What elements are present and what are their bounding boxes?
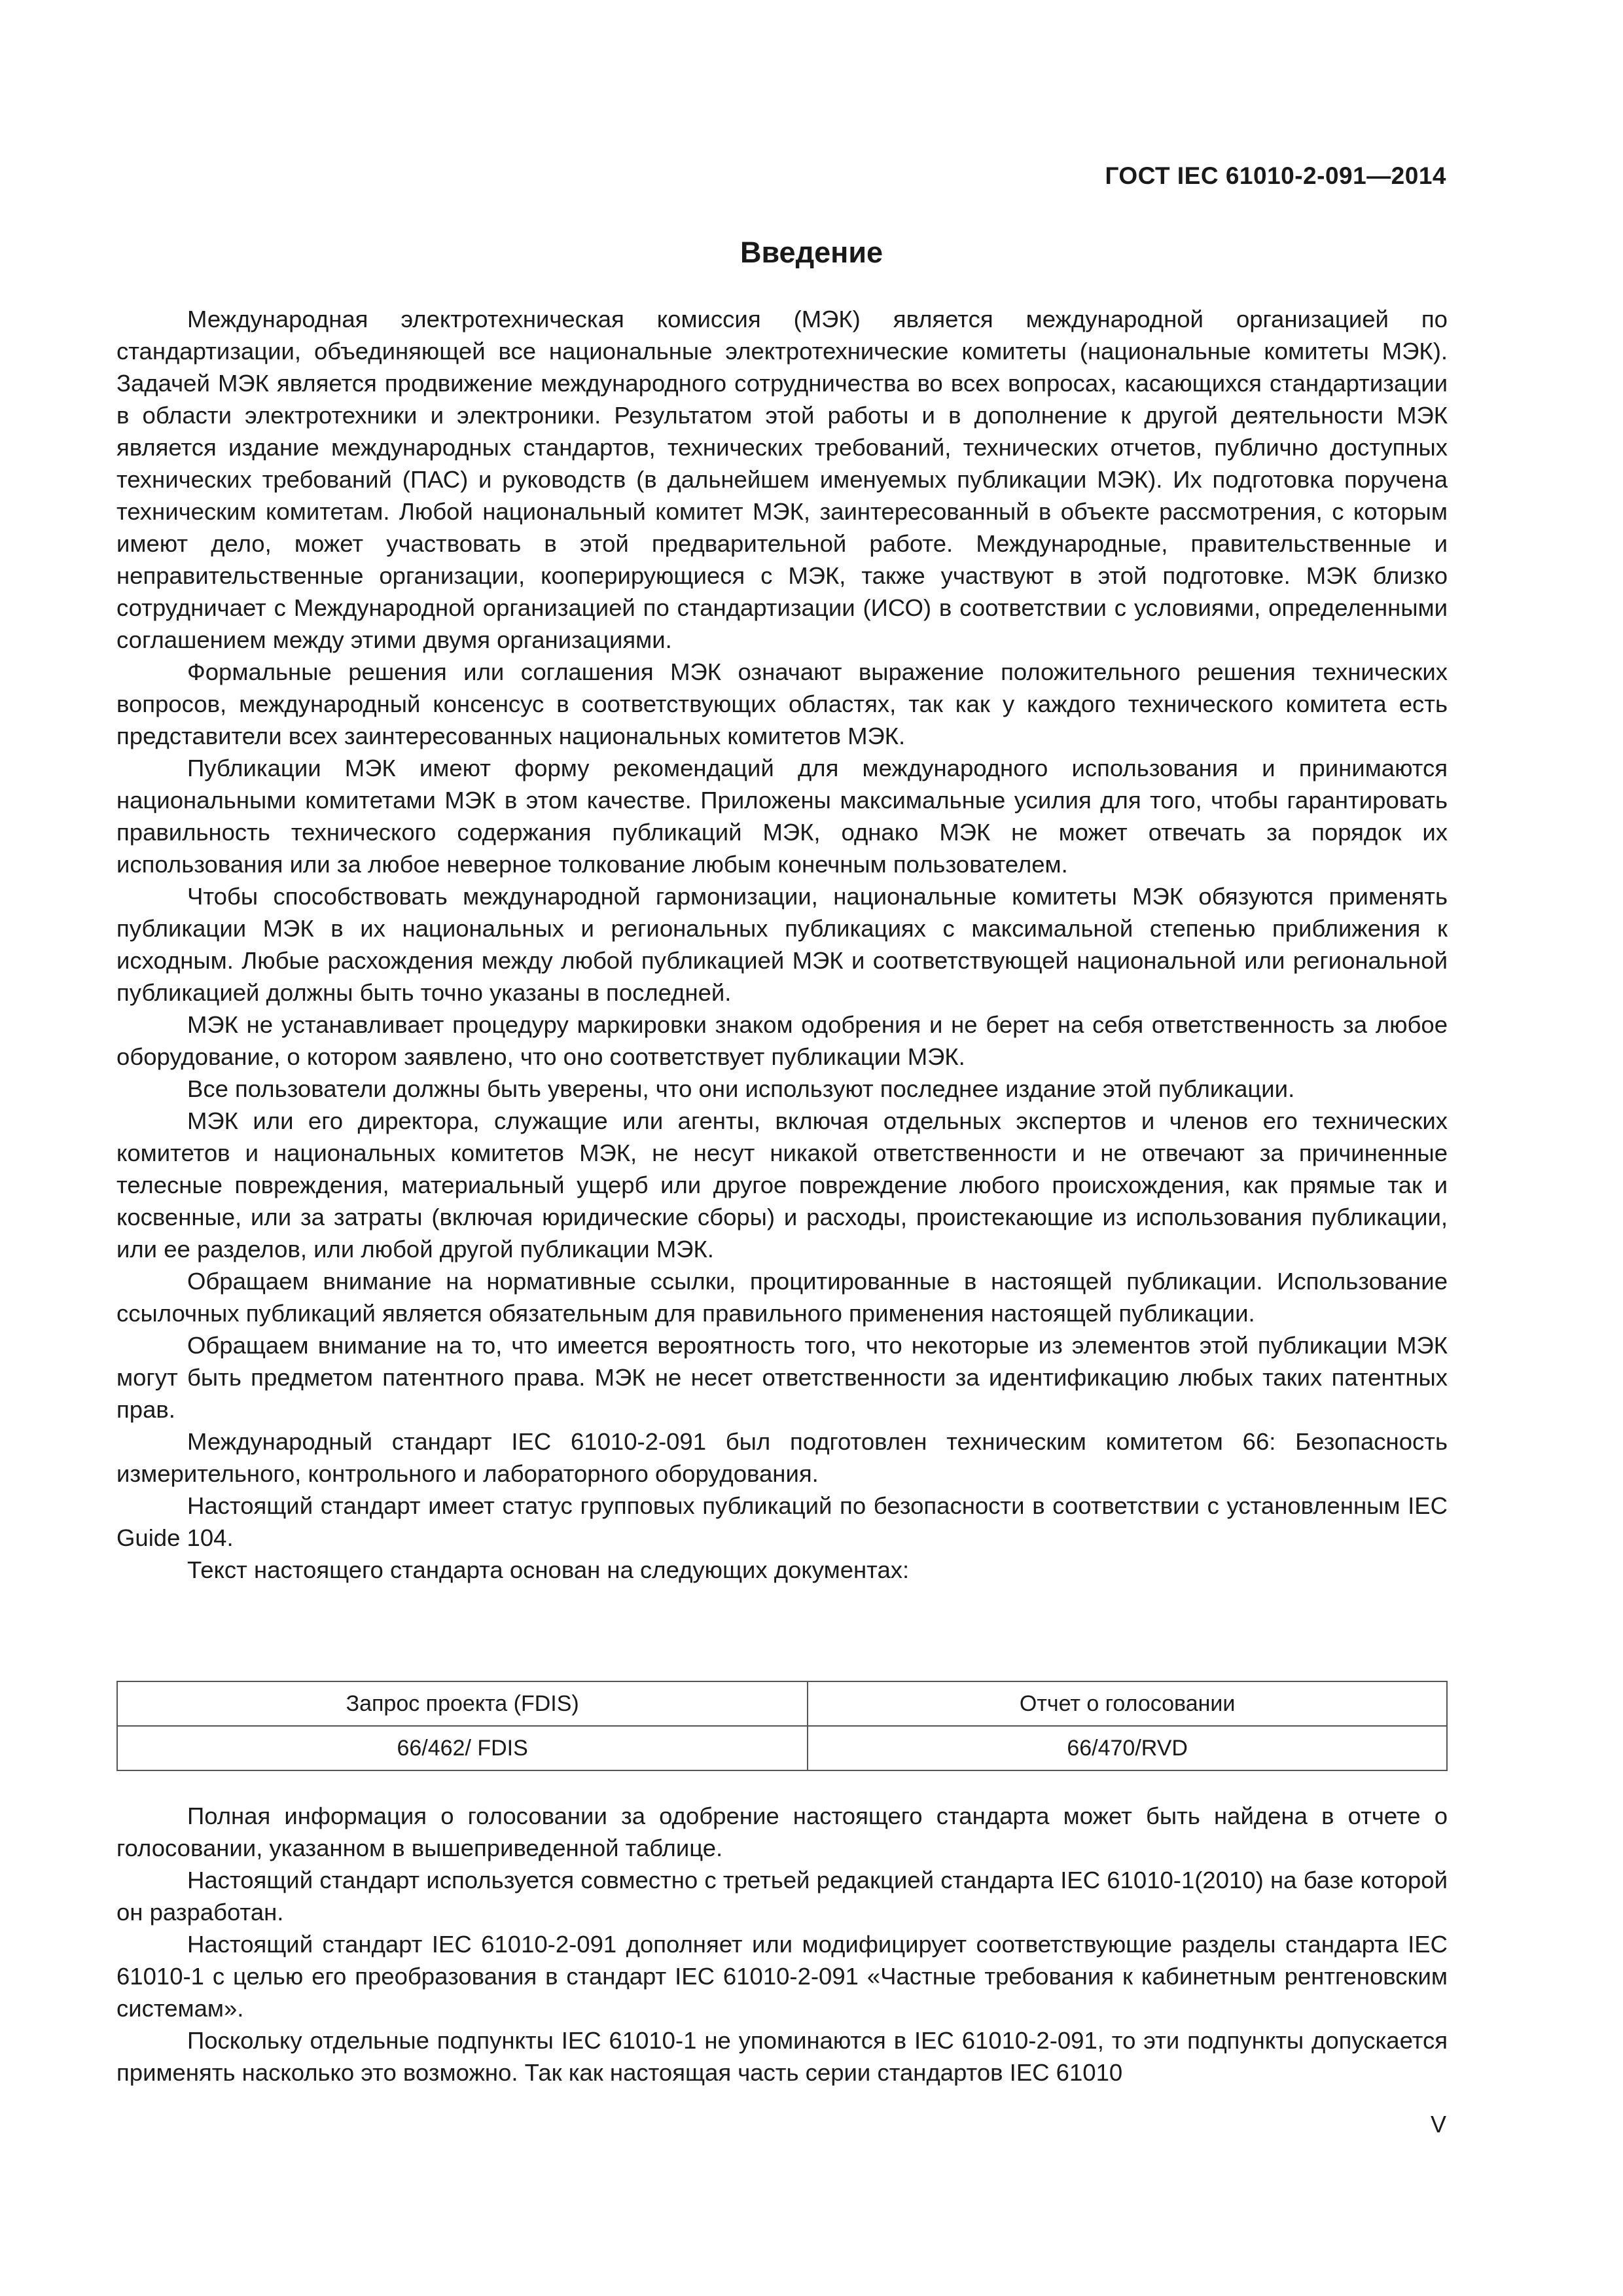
paragraph: Текст настоящего стандарта основан на следующих документах:	[187, 1556, 910, 1583]
paragraph: Чтобы способствовать международной гармонизации, национальные комитеты МЭК обязуются применять публикации МЭК в их национальных и региональных публикациях с максимальной степенью приближения к исходным. Любые расхождения между любой публикацией МЭК и соответствующей национальной или региональной публикацией должны быть точно указаны в последней.	[116, 883, 1448, 1006]
paragraph: Международный стандарт IEC 61010-2-091 был подготовлен техническим комитетом 66: Безопасность измерительного, контрольного и лабораторного оборудования.	[116, 1428, 1448, 1487]
table-cell: 66/462/ FDIS	[117, 1726, 808, 1770]
introduction-body	[116, 303, 1448, 1586]
table-header-cell: Запрос проекта (FDIS)	[117, 1681, 808, 1726]
post-table-body	[116, 1800, 1448, 2089]
section-title: Введение	[740, 236, 883, 269]
paragraph: МЭК или его директора, служащие или агенты, включая отдельных экспертов и членов его технических комитетов и национальных комитетов МЭК, не несут никакой ответственности и не отвечают за причиненные телесные повреждения, материальный ущерб или другое повреждение любого происхождения, как прямые так и косвенные, или за затраты (включая юридические сборы) и расходы, проистекающие из использования публикации, или ее разделов, или любой другой публикации МЭК.	[116, 1107, 1448, 1263]
table-header-row	[117, 1681, 1447, 1726]
page-number: V	[1430, 2111, 1446, 2138]
standard-code-header: ГОСТ IEC 61010-2-091—2014	[1105, 162, 1446, 189]
paragraph: Поскольку отдельные подпункты IEC 61010-1 не упоминаются в IEC 61010-2-091, то эти подпункты допускается применять насколько это возможно. Так как настоящая часть серии стандартов IEC 61010	[116, 2027, 1448, 2086]
table-row	[117, 1726, 1447, 1770]
paragraph: Настоящий стандарт имеет статус групповых публикаций по безопасности в соответствии с установленным IEC Guide 104.	[116, 1492, 1448, 1551]
paragraph: Публикации МЭК имеют форму рекомендаций для международного использования и принимаются национальными комитетами МЭК в этом качестве. Приложены максимальные усилия для того, чтобы гарантировать правильность технического содержания публикаций МЭК, однако МЭК не может отвечать за порядок их использования или за любое неверное толкование любым конечным пользователем.	[116, 755, 1448, 878]
paragraph: Обращаем внимание на то, что имеется вероятность того, что некоторые из элементов этой публикации МЭК могут быть предметом патентного права. МЭК не несет ответственности за идентификацию любых таких патентных прав.	[116, 1332, 1448, 1423]
paragraph: Формальные решения или соглашения МЭК означают выражение положительного решения технических вопросов, международный консенсус в соответствующих областях, так как у каждого технического комитета есть представители всех заинтересованных национальных комитетов МЭК.	[116, 658, 1448, 749]
paragraph: Обращаем внимание на нормативные ссылки, процитированные в настоящей публикации. Использование ссылочных публикаций является обязательным для правильного применения настоящей публикации.	[116, 1268, 1448, 1327]
documents-table	[116, 1681, 1448, 1771]
table-header-cell: Отчет о голосовании	[808, 1681, 1447, 1726]
table-cell: 66/470/RVD	[808, 1726, 1447, 1770]
paragraph: Настоящий стандарт IEC 61010-2-091 дополняет или модифицирует соответствующие разделы стандарта IEC 61010-1 с целью его преобразования в стандарт IEC 61010-2-091 «Частные требования к кабинетным рентгеновским системам».	[116, 1931, 1448, 2022]
paragraph: Полная информация о голосовании за одобрение настоящего стандарта может быть найдена в отчете о голосовании, указанном в вышеприведенной таблице.	[116, 1803, 1448, 1861]
paragraph: Международная электротехническая комиссия (МЭК) является международной организацией по стандартизации, объединяющей все национальные электротехнические комитеты (национальные комитеты МЭК). Задачей МЭК является продвижение международного сотрудничества во всех вопросах, касающихся стандартизации в области электротехники и электроники. Результатом этой работы и в дополнение к другой деятельности МЭК является издание международных стандартов, технических требований, технических отчетов, публично доступных технических требований (ПАС) и руководств (в дальнейшем именуемых публикации МЭК). Их подготовка поручена техническим комитетам. Любой национальный комитет МЭК, заинтересованный в объекте рассмотрения, с которым имеют дело, может участвовать в этой предварительной работе. Международные, правительственные и неправительственные организации, кооперирующиеся с МЭК, также участвуют в этой подготовке. МЭК близко сотрудничает с Международной организацией по стандартизации (ИСО) в соответствии с условиями, определенными соглашением между этими двумя организациями.	[116, 306, 1448, 653]
paragraph: МЭК не устанавливает процедуру маркировки знаком одобрения и не берет на себя ответственность за любое оборудование, о котором заявлено, что оно соответствует публикации МЭК.	[116, 1011, 1448, 1070]
documents-table-wrapper	[116, 1681, 1448, 1771]
paragraph: Настоящий стандарт используется совместно с третьей редакцией стандарта IEC 61010-1(2010) на базе которой он разработан.	[116, 1867, 1448, 1926]
paragraph: Все пользователи должны быть уверены, что они используют последнее издание этой публикации.	[187, 1075, 1295, 1102]
